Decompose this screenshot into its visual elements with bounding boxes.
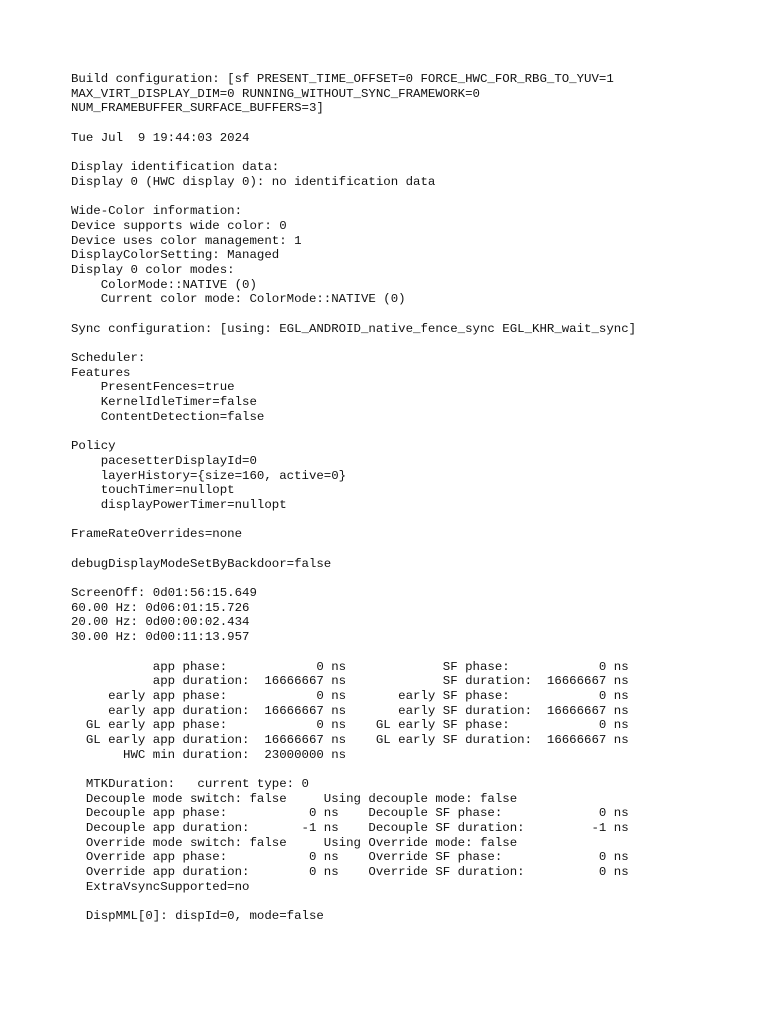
document-line: displayPowerTimer=nullopt — [71, 497, 287, 512]
document-line: Features — [71, 365, 131, 380]
document-line: Override app phase: 0 ns Override SF phase: 0 ns — [71, 850, 629, 865]
document-line: early app duration: 16666667 ns early SF duration: 16666667 ns — [71, 703, 629, 718]
document-line — [71, 895, 761, 910]
document-line: ColorMode::NATIVE (0) — [71, 277, 257, 292]
document-line: Tue Jul 9 19:44:03 2024 — [71, 130, 250, 145]
document-line: ScreenOff: 0d01:56:15.649 — [71, 586, 257, 601]
document-line: app duration: 16666667 ns SF duration: 16666667 ns — [71, 674, 629, 689]
document-line: Current color mode: ColorMode::NATIVE (0) — [71, 292, 406, 307]
document-line: early app phase: 0 ns early SF phase: 0 ns — [71, 688, 629, 703]
document-line: Override app duration: 0 ns Override SF duration: 0 ns — [71, 865, 629, 880]
document-line: PresentFences=true — [71, 380, 235, 395]
document-line — [71, 116, 761, 131]
document-line: Device uses color management: 1 — [71, 233, 302, 248]
document-line: ExtraVsyncSupported=no — [71, 879, 250, 894]
document-line: 60.00 Hz: 0d06:01:15.726 — [71, 600, 250, 615]
document-line: debugDisplayModeSetByBackdoor=false — [71, 556, 332, 571]
document-line: touchTimer=nullopt — [71, 483, 235, 498]
document-line — [71, 425, 761, 440]
document-line: Decouple mode switch: false Using decouple mode: false — [71, 791, 518, 806]
document-line: pacesetterDisplayId=0 — [71, 453, 257, 468]
document-line — [71, 645, 761, 660]
document-line: app phase: 0 ns SF phase: 0 ns — [71, 659, 629, 674]
document-line: Display 0 color modes: — [71, 262, 235, 277]
document-line: Override mode switch: false Using Override mode: false — [71, 835, 518, 850]
document-line: Display identification data: — [71, 160, 280, 175]
document-line: Display 0 (HWC display 0): no identification data — [71, 174, 436, 189]
document-line: ContentDetection=false — [71, 409, 265, 424]
document-line: DispMML[0]: dispId=0, mode=false — [71, 909, 324, 924]
dumpsys-text-document — [71, 72, 761, 924]
document-line: 30.00 Hz: 0d00:11:13.957 — [71, 630, 250, 645]
document-line — [71, 542, 761, 557]
document-line: DisplayColorSetting: Managed — [71, 248, 280, 263]
document-line: Sync configuration: [using: EGL_ANDROID_native_fence_sync EGL_KHR_wait_sync] — [71, 321, 637, 336]
document-line: MTKDuration: current type: 0 — [71, 777, 309, 791]
document-line: Policy — [71, 439, 116, 454]
document-line: Device supports wide color: 0 — [71, 218, 287, 233]
document-line: HWC min duration: 23000000 ns — [71, 747, 347, 762]
document-line: Decouple app duration: -1 ns Decouple SF duration: -1 ns — [71, 821, 629, 836]
document-line: GL early app phase: 0 ns GL early SF phase: 0 ns — [71, 718, 629, 733]
document-line: Build configuration: [sf PRESENT_TIME_OFFSET=0 FORCE_HWC_FOR_RBG_TO_YUV=1 — [71, 72, 614, 86]
document-line: Wide-Color information: — [71, 204, 243, 219]
document-line — [71, 145, 761, 160]
document-line — [71, 190, 761, 205]
document-line: MAX_VIRT_DISPLAY_DIM=0 RUNNING_WITHOUT_SYNC_FRAMEWORK=0 — [71, 86, 480, 101]
document-line: GL early app duration: 16666667 ns GL early SF duration: 16666667 ns — [71, 732, 629, 747]
document-line — [71, 762, 761, 777]
document-line: KernelIdleTimer=false — [71, 395, 257, 410]
document-line: 20.00 Hz: 0d00:00:02.434 — [71, 615, 250, 630]
document-line: FrameRateOverrides=none — [71, 527, 243, 542]
document-line — [71, 513, 761, 528]
document-line: NUM_FRAMEBUFFER_SURFACE_BUFFERS=3] — [71, 101, 324, 116]
document-line — [71, 336, 761, 351]
document-line: Scheduler: — [71, 351, 146, 366]
document-line: Decouple app phase: 0 ns Decouple SF phase: 0 ns — [71, 806, 629, 821]
document-line: layerHistory={size=160, active=0} — [71, 468, 347, 483]
document-line — [71, 307, 761, 322]
document-line — [71, 571, 761, 586]
